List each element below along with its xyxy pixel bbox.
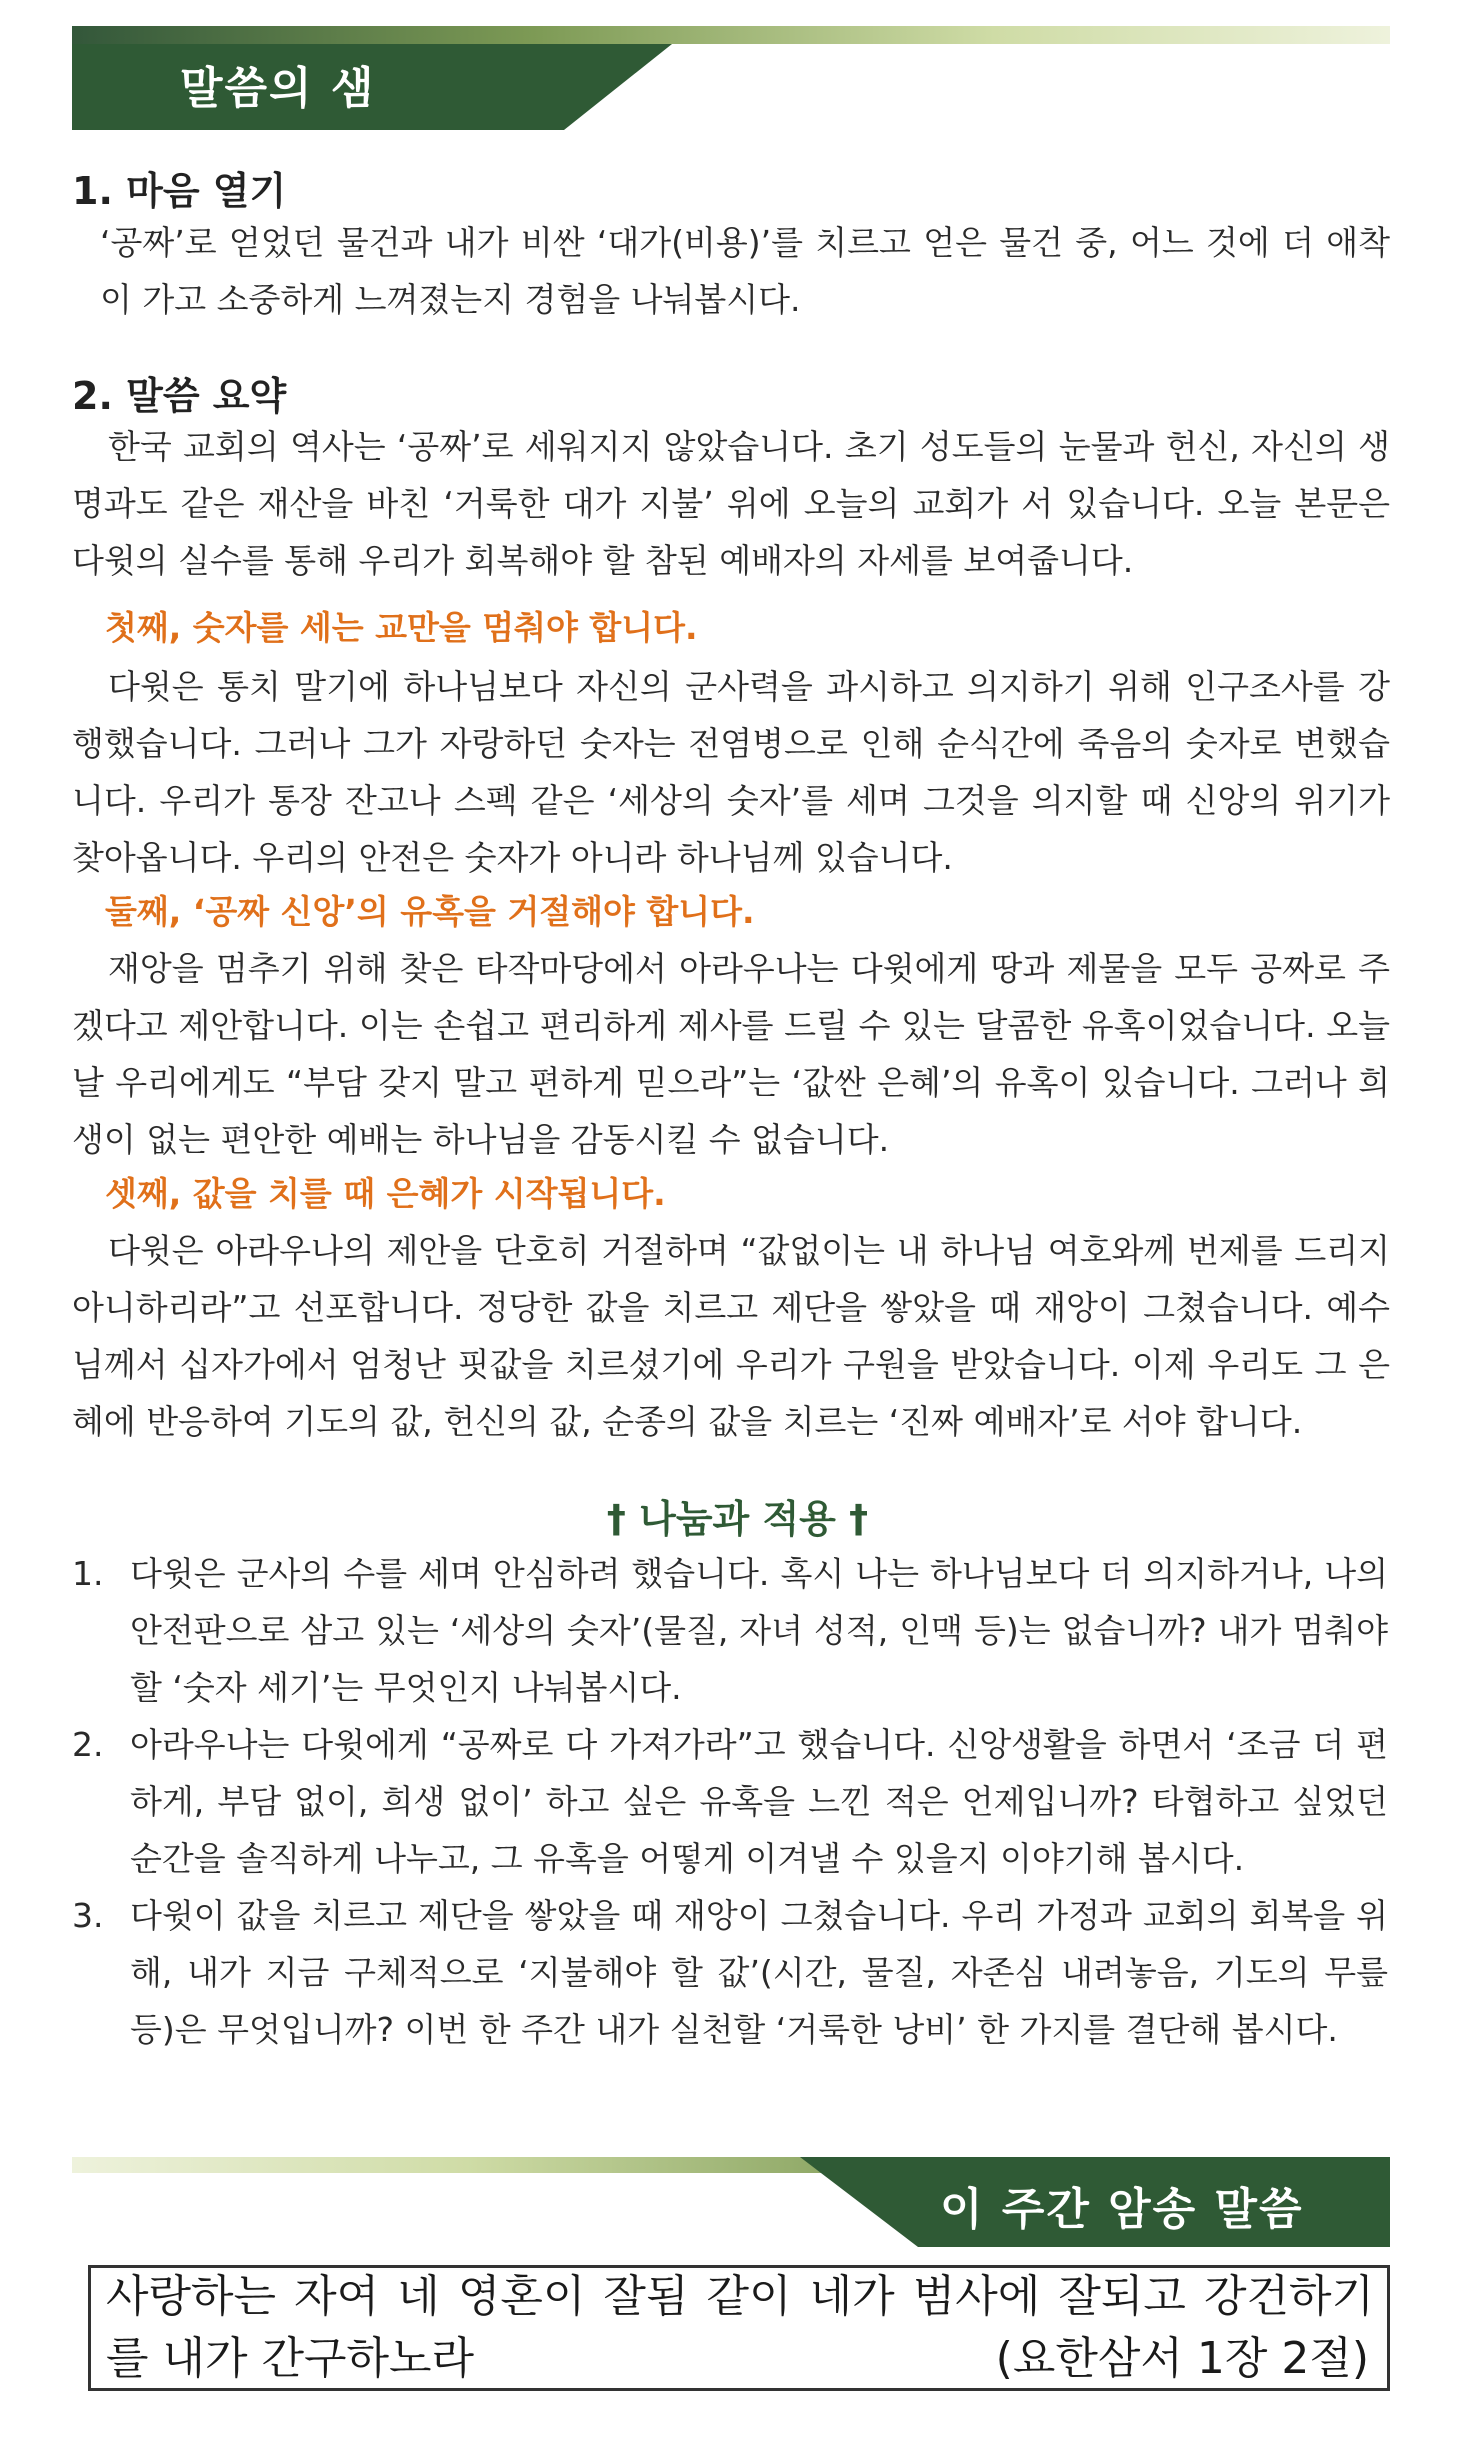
page-title: 말씀의 샘 <box>180 63 376 114</box>
section1-text: ‘공짜’로 얻었던 물건과 내가 비싼 ‘대가(비용)’를 치르고 얻은 물건 중, 어느 것에 더 애착이 가고 소중하게 느껴졌는지 경험을 나눠봅시다. <box>100 223 1390 319</box>
point2-title: 둘째, ‘공짜 신앙’의 유혹을 거절해야 합니다. <box>105 892 755 931</box>
question-number: 1. <box>72 1554 104 1593</box>
sharing-title: † 나눔과 적용 † <box>606 1497 869 1541</box>
point3-text: 다윗은 아라우나의 제안을 단호히 거절하며 “값없이는 내 하나님 여호와께 번제를 드리지 아니하리라”고 선포합니다. 정당한 값을 치르고 제단을 쌓았을 때 재앙이 그쳤습니다. 예수님께서 십자가에서 엄청난 핏값을 치르셨기에 우리가 구원을 받았습니다. 이제 우리도 그 은혜에 반응하여 기도의 값, 헌신의 값, 순종의 값을 치르는 ‘진짜 예배자’로 서야 합니다. <box>72 1231 1390 1441</box>
point1-text: 다윗은 통치 말기에 하나님보다 자신의 군사력을 과시하고 의지하기 위해 인구조사를 강행했습니다. 그러나 그가 자랑하던 숫자는 전염병으로 인해 순식간에 죽음의 숫자로 변했습니다. 우리가 통장 잔고나 스펙 같은 ‘세상의 숫자’를 세며 그것을 의지할 때 신앙의 위기가 찾아옵니다. 우리의 안전은 숫자가 아니라 하나님께 있습니다. <box>72 667 1390 877</box>
memory-title: 이 주간 암송 말씀 <box>940 2184 1304 2235</box>
question-number: 2. <box>72 1725 104 1764</box>
header-stripe <box>72 26 1390 44</box>
question-number: 3. <box>72 1896 104 1935</box>
point2-text: 재앙을 멈추기 위해 찾은 타작마당에서 아라우나는 다윗에게 땅과 제물을 모두 공짜로 주겠다고 제안합니다. 이는 손쉽고 편리하게 제사를 드릴 수 있는 달콤한 유혹이었습니다. 오늘날 우리에게도 “부담 갖지 말고 편하게 믿으라”는 ‘값싼 은혜’의 유혹이 있습니다. 그러나 희생이 없는 편안한 예배는 하나님을 감동시킬 수 없습니다. <box>72 949 1390 1159</box>
point3-title: 셋째, 값을 치를 때 은혜가 시작됩니다. <box>105 1174 666 1213</box>
point1-title: 첫째, 숫자를 세는 교만을 멈춰야 합니다. <box>105 608 698 647</box>
memory-verse-text: 사랑하는 자여 네 영혼이 잘됨 같이 네가 범사에 잘되고 강건하기를 내가 간구하노라 <box>106 2271 1374 2384</box>
memory-verse-reference: (요한삼서 1장 2절) <box>995 2333 1369 2384</box>
section2-heading: 2. 말씀 요약 <box>72 374 287 418</box>
section2-intro: 한국 교회의 역사는 ‘공짜’로 세워지지 않았습니다. 초기 성도들의 눈물과 헌신, 자신의 생명과도 같은 재산을 바친 ‘거룩한 대가 지불’ 위에 오늘의 교회가 서 있습니다. 오늘 본문은 다윗의 실수를 통해 우리가 회복해야 할 참된 예배자의 자세를 보여줍니다. <box>72 427 1390 580</box>
question-text: 아라우나는 다윗에게 “공짜로 다 가져가라”고 했습니다. 신앙생활을 하면서 ‘조금 더 편하게, 부담 없이, 희생 없이’ 하고 싶은 유혹을 느낀 적은 언제입니까? 타협하고 싶었던 순간을 솔직하게 나누고, 그 유혹을 어떻게 이겨낼 수 있을지 이야기해 봅시다. <box>130 1725 1388 1878</box>
question-text: 다윗이 값을 치르고 제단을 쌓았을 때 재앙이 그쳤습니다. 우리 가정과 교회의 회복을 위해, 내가 지금 구체적으로 ‘지불해야 할 값’(시간, 물질, 자존심 내려놓음, 기도의 무릎 등)은 무엇입니까? 이번 한 주간 내가 실천할 ‘거룩한 낭비’ 한 가지를 결단해 봅시다. <box>130 1896 1388 2049</box>
section1-heading: 1. 마음 열기 <box>72 169 287 213</box>
question-text: 다윗은 군사의 수를 세며 안심하려 했습니다. 혹시 나는 하나님보다 더 의지하거나, 나의 안전판으로 삼고 있는 ‘세상의 숫자’(물질, 자녀 성적, 인맥 등)는 없습니까? 내가 멈춰야 할 ‘숫자 세기’는 무엇인지 나눠봅시다. <box>130 1554 1388 1707</box>
